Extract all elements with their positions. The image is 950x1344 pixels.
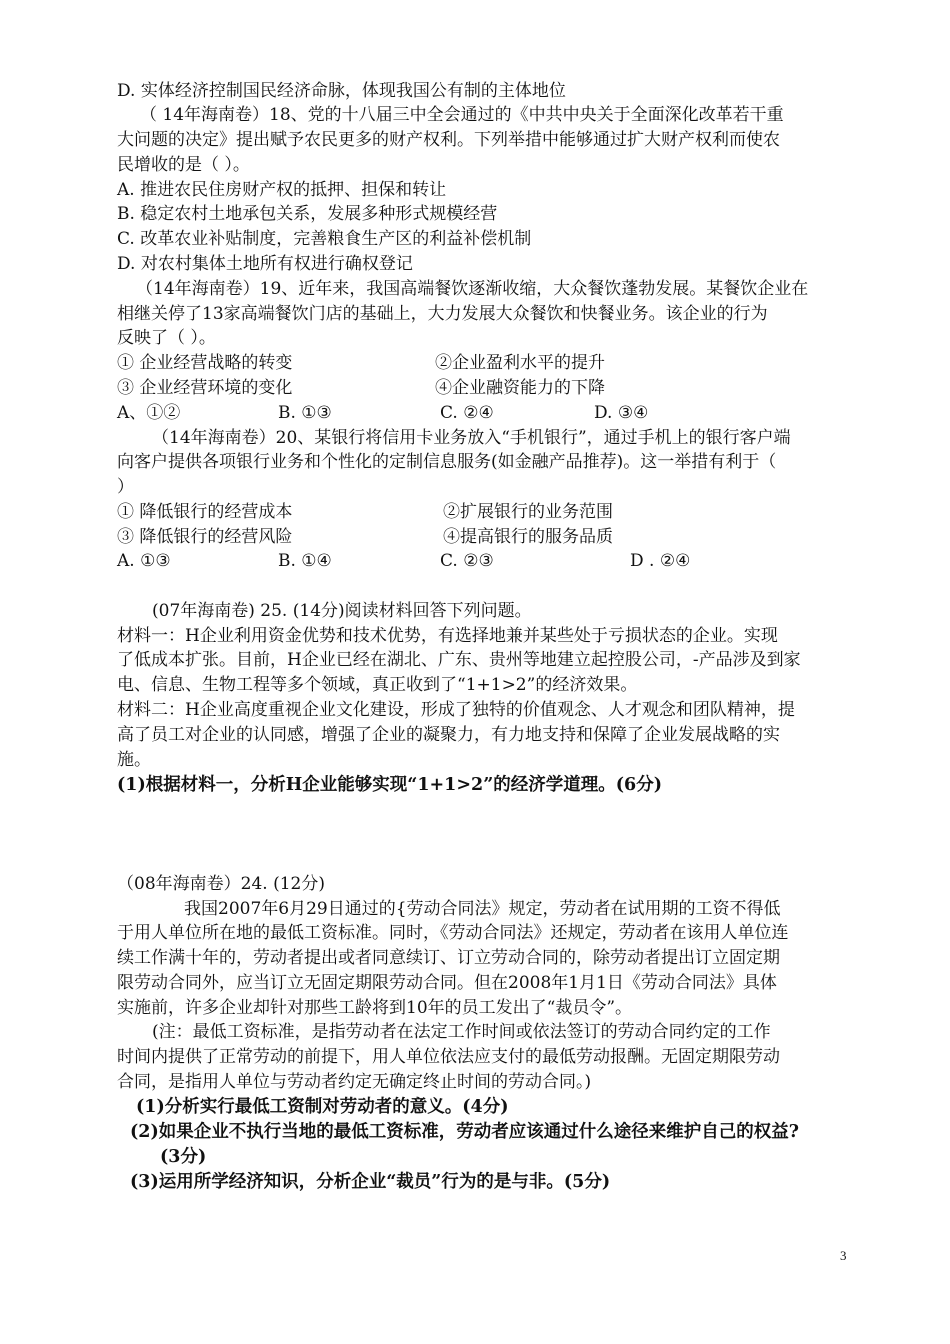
question-24-heading: （08年海南卷）24. (12分) [117,874,325,894]
statement-3-q19: ③ 企业经营环境的变化 [117,378,293,398]
option-a-q19: A、①② [117,403,181,423]
question-24-part-3: (3)运用所学经济知识，分析企业“裁员”行为的是与非。(5分) [130,1172,611,1192]
question-24-part-2: (3分) [160,1147,207,1167]
page-number: 3 [840,1248,847,1263]
option-b-q18: B. 稳定农村土地承包关系，发展多种形式规模经营 [117,204,498,224]
question-20-stem: 向客户提供各项银行业务和个性化的定制信息服务(如金融产品推荐)。这一举措有利于（ [117,452,777,472]
option-d-q17: D. 实体经济控制国民经济命脉，体现我国公有制的主体地位 [117,81,566,101]
material-2: 高了员工对企业的认同感，增强了企业的凝聚力，有力地支持和保障了企业发展战略的实 [117,725,780,745]
question-24-note: (注：最低工资标准，是指劳动者在法定工作时间或依法签订的劳动合同约定的工作 [152,1022,771,1042]
question-24-note: 合同，是指用人单位与劳动者约定无确定终止时间的劳动合同。) [117,1072,592,1092]
material-2: 材料二：H企业高度重视企业文化建设，形成了独特的价值观念、人才观念和团队精神，提 [117,700,795,720]
statement-2-q20: ②扩展银行的业务范围 [443,502,613,522]
material-1: 电、信息、生物工程等多个领域，真正收到了“1+1>2”的经济效果。 [117,675,638,695]
option-d-q19: D. ③④ [594,403,649,423]
statement-1-q19: ① 企业经营战略的转变 [117,353,293,373]
option-a-q20: A. ①③ [117,551,171,571]
question-20-stem: ） [117,477,134,497]
question-24-passage: 限劳动合同外，应当订立无固定期限劳动合同。但在2008年1月1日《劳动合同法》具体 [117,973,777,993]
question-18-stem: 民增收的是（ ）。 [117,155,250,175]
question-19-stem: （14年海南卷）19、近年来，我国高端餐饮逐渐收缩，大众餐饮蓬勃发展。某餐饮企业在 [136,279,809,299]
question-24-part-1: (1)分析实行最低工资制对劳动者的意义。(4分) [136,1097,509,1117]
statement-2-q19: ②企业盈利水平的提升 [435,353,605,373]
question-24-passage: 我国2007年6月29日通过的{劳动合同法》规定，劳动者在试用期的工资不得低 [184,899,781,919]
option-b-q19: B. ①③ [278,403,332,423]
option-b-q20: B. ①④ [278,551,332,571]
option-d-q18: D. 对农村集体土地所有权进行确权登记 [117,254,413,274]
question-25-heading: (07年海南卷) 25. (14分)阅读材料回答下列问题。 [152,601,532,621]
material-1: 材料一：H企业利用资金优势和技术优势，有选择地兼并某些处于亏损状态的企业。实现 [117,626,778,646]
question-24-note: 时间内提供了正常劳动的前提下，用人单位依法应支付的最低劳动报酬。无固定期限劳动 [117,1047,780,1067]
question-24-passage: 于用人单位所在地的最低工资标准。同时，《劳动合同法》还规定，劳动者在该用人单位连 [117,923,789,943]
question-18-stem: 大问题的决定》提出赋予农民更多的财产权利。下列举措中能够通过扩大财产权利而使农 [117,130,780,150]
question-18-stem: （ 14年海南卷）18、党的十八届三中全会通过的《中共中央关于全面深化改革若干重 [140,105,784,125]
material-1: 了低成本扩张。目前，H企业已经在湖北、广东、贵州等地建立起控股公司，-产品涉及到家 [117,650,801,670]
option-d-q20: D . ②④ [630,551,691,571]
statement-1-q20: ① 降低银行的经营成本 [117,502,293,522]
option-c-q18: C. 改革农业补贴制度，完善粮食生产区的利益补偿机制 [117,229,532,249]
question-24-passage: 续工作满十年的，劳动者提出或者同意续订、订立劳动合同的，除劳动者提出订立固定期 [117,948,780,968]
question-20-stem: （14年海南卷）20、某银行将信用卡业务放入“手机银行”，通过手机上的银行客户端 [152,428,791,448]
question-24-passage: 实施前，许多企业却针对那些工龄将到10年的员工发出了“裁员令”。 [117,998,633,1018]
option-a-q18: A. 推进农民住房财产权的抵押、担保和转让 [117,180,447,200]
material-2: 施。 [117,750,151,770]
statement-4-q20: ④提高银行的服务品质 [443,527,613,547]
question-25-part-1: (1)根据材料一，分析H企业能够实现“1+1>2”的经济学道理。(6分) [117,775,662,795]
statement-4-q19: ④企业融资能力的下降 [435,378,605,398]
option-c-q20: C. ②③ [440,551,494,571]
option-c-q19: C. ②④ [440,403,494,423]
question-19-stem: 相继关停了13家高端餐饮门店的基础上，大力发展大众餐饮和快餐业务。该企业的行为 [117,304,768,324]
question-24-part-2: (2)如果企业不执行当地的最低工资标准，劳动者应该通过什么途径来维护自己的权益? [130,1122,799,1142]
statement-3-q20: ③ 降低银行的经营风险 [117,527,293,547]
question-19-stem: 反映了（ ）。 [117,328,216,348]
